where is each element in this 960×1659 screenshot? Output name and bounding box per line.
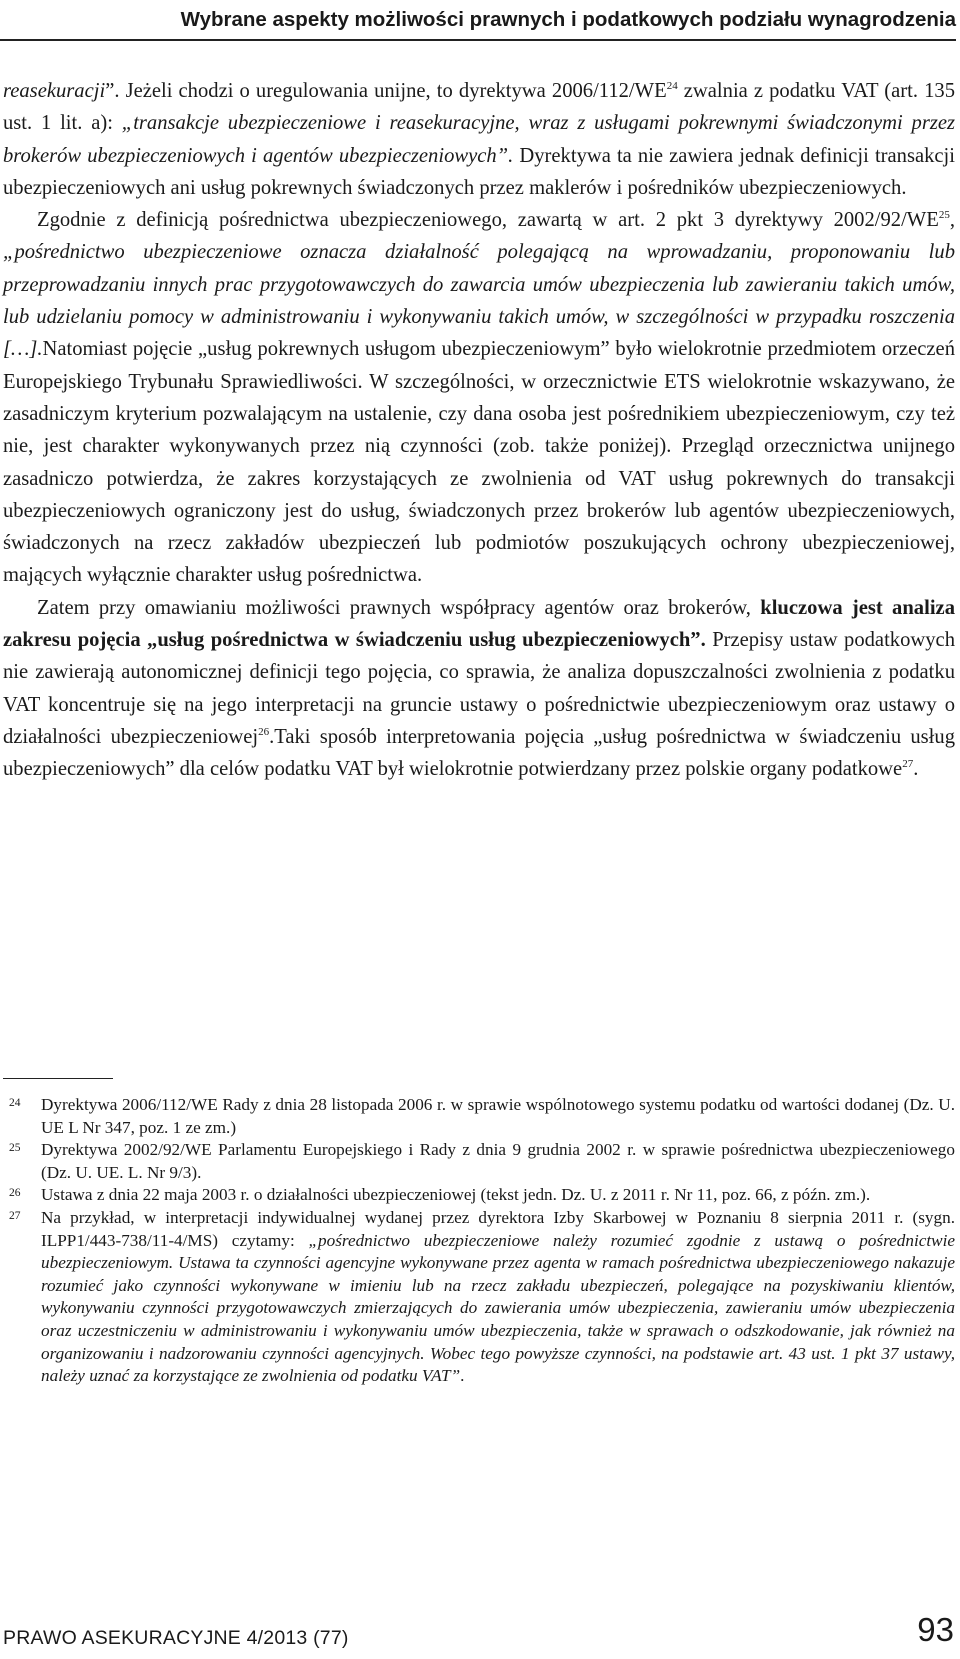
footnote-number: 26 — [9, 1187, 21, 1200]
paragraph-2 — [3, 204, 955, 592]
footnote-26 — [3, 1184, 955, 1207]
footnote-number: 24 — [9, 1097, 21, 1109]
paragraph-1 — [3, 75, 955, 204]
running-title: Wybrane aspekty możliwości prawnych i podatkowych podziału wynagrodzenia — [180, 8, 956, 31]
footnote-27 — [3, 1207, 955, 1388]
footnote-end: . — [460, 1366, 465, 1386]
paragraph-3 — [3, 592, 955, 786]
paragraph-1-text-b: zwalnia z podatku VAT (art. 135 ust. 1 lit. a): — [3, 80, 956, 135]
footnote-text: Ustawa z dnia 22 maja 2003 r. o działalności ubezpieczeniowej (tekst jedn. Dz. U. z 2011 r. Nr 11, poz. 66, z późn. zm.). — [41, 1185, 871, 1205]
paragraph-1-quote: „transakcje ubezpieczeniowe i reasekuracyjne, wraz z usługami pokrewnymi świadczonymi przez brokerów ubezpieczeniowych i agentów ubezpieczeniowych”. — [3, 112, 955, 167]
footnote-25 — [3, 1139, 955, 1184]
footnote-number: 27 — [9, 1209, 21, 1222]
footnote-text: Dyrektywa 2002/92/WE Parlamentu Europejskiego i Rady z dnia 9 grudnia 2002 r. w sprawie pośrednictwa ubezpieczeniowego (Dz. U. UE. L. Nr 9/3). — [41, 1140, 955, 1182]
main-text — [3, 75, 955, 786]
paragraph-3-text-c: .Taki sposób interpretowania pojęcia „usług pośrednictwa w świadczeniu usług ubezpieczeniowych” dla celów podatku VAT był wielokrotnie potwierdzany przez polskie organy podatkowe — [3, 725, 955, 781]
paragraph-3-text-b: Przepisy ustaw podatkowych nie zawierają autonomicznej definicji tego pojęcia, co sprawia, że analiza dopuszczalności zwolnienia z podatku VAT koncentruje się na jego interpretacji na gruncie ustawy o pośrednictwie ubezpieczeniowym oraz ustawy o działalności ubezpieczeniowej — [3, 629, 955, 748]
footnote-24 — [3, 1094, 955, 1139]
footnotes — [3, 1094, 955, 1388]
paragraph-3-text-a: Zatem przy omawianiu możliwości prawnych współpracy agentów oraz brokerów, — [37, 596, 761, 619]
footnote-ref-25[interactable]: 25 — [938, 209, 950, 222]
footnote-ref-26[interactable]: 26 — [258, 726, 270, 739]
paragraph-1-text-a: ”. Jeżeli chodzi o uregulowania unijne, to dyrektywa 2006/112/WE — [105, 80, 667, 102]
footnote-quote: „pośrednictwo ubezpieczeniowe należy rozumieć zgodnie z ustawą o pośrednictwie ubezpieczeniowym. Ustawa ta czynności agencyjne wykonywane przez agenta w ramach pośrednictwa ubezpieczeniowego nakazuje rozumieć jako czynności wykonywane w imieniu lub na rzecz zakładu ubezpieczeń, polegające na pozyskiwaniu klientów, wykonywaniu czynności przygotowawczych zmierzających do zawierania umów ubezpieczenia, zawieraniu umów ubezpieczenia oraz uczestniczeniu w administrowaniu i wykonywaniu umów ubezpieczenia, także w sprawach o odszkodowanie, jak również na organizowaniu i nadzorowaniu czynności agencyjnych. Wobec tego powyższe czynności, na podstawie art. 43 ust. 1 pkt 37 ustawy, należy uznać za korzystające ze zwolnienia od podatku VAT” — [41, 1230, 955, 1386]
footnote-ref-24[interactable]: 24 — [666, 80, 678, 93]
paragraph-2-text-a: Zgodnie z definicją pośrednictwa ubezpieczeniowego, zawartą w art. 2 pkt 3 dyrektywy 2002/92/WE — [37, 209, 939, 232]
paragraph-2-text-c: Natomiast pojęcie „usług pokrewnych usługom ubezpieczeniowym” było wielokrotnie przedmiotem orzeczeń Europejskiego Trybunału Sprawiedliwości. W szczególności, w orzecznictwie ETS wielokrotnie wskazywano, że zasadniczym kryterium pozwalającym na ustalenie, czy dana osoba jest pośrednikiem ubezpieczeniowym, czy też nie, jest charakter wykonywanych przez nią czynności (zob. także poniżej). Przegląd orzecznictwa unijnego zasadniczo potwierdza, że zakres korzystających ze zwolnienia od VAT usług pokrewnych do transakcji ubezpieczeniowych ograniczony jest do usług, świadczonych przez brokerów lub agentów ubezpieczeniowych, świadczonych na rzecz zakładów ubezpieczeń lub podmiotów poszukujących ochrony ubezpieczeniowej, mających wyłącznie charakter usług pośrednictwa. — [3, 338, 955, 587]
running-head — [0, 0, 960, 44]
footnote-text: Na przykład, w interpretacji indywidualnej wydanej przez dyrektora Izby Skarbowej w Poznaniu 8 sierpnia 2011 r. (sygn. ILPP1/443-738/11-4/MS) czytamy: — [41, 1207, 955, 1250]
footnote-text: Dyrektywa 2006/112/WE Rady z dnia 28 listopada 2006 r. w sprawie wspólnotowego systemu podatku od wartości dodanej (Dz. U. UE L Nr 347, poz. 1 ze zm.) — [41, 1095, 955, 1137]
paragraph-2-quote: „pośrednictwo ubezpieczeniowe oznacza działalność polegającą na wprowadzaniu, proponowaniu lub przeprowadzaniu innych prac przygotowawczych do zawarcia umów ubezpieczenia lub zawieraniu takich umów, lub udzielaniu pomocy w administrowaniu i wykonywaniu takich umów, w szczególności w przypadku roszczenia […]. — [3, 241, 955, 361]
paragraph-3-text-d: . — [913, 758, 919, 781]
paragraph-1-text-c: Dyrektywa ta nie zawiera jednak definicji transakcji ubezpieczeniowych ani usług pokrewnych świadczonych przez maklerów i pośredników ubezpieczeniowych. — [3, 144, 955, 199]
footnote-separator — [3, 1078, 113, 1079]
page-number: 93 — [917, 1611, 954, 1648]
paragraph-3-bold-thesis: kluczowa jest analiza zakresu pojęcia „usług pośrednictwa w świadczeniu usług ubezpieczeniowych”. — [3, 596, 955, 652]
paragraph-2-text-b: , — [949, 209, 955, 232]
paragraph-1-italic-lead: reasekuracji — [3, 80, 106, 102]
footnote-number: 25 — [9, 1142, 21, 1155]
footnote-ref-27[interactable]: 27 — [902, 758, 914, 771]
header-rule — [0, 39, 956, 41]
journal-footer: PRAWO ASEKURACYJNE 4/2013 (77) — [3, 1627, 349, 1649]
